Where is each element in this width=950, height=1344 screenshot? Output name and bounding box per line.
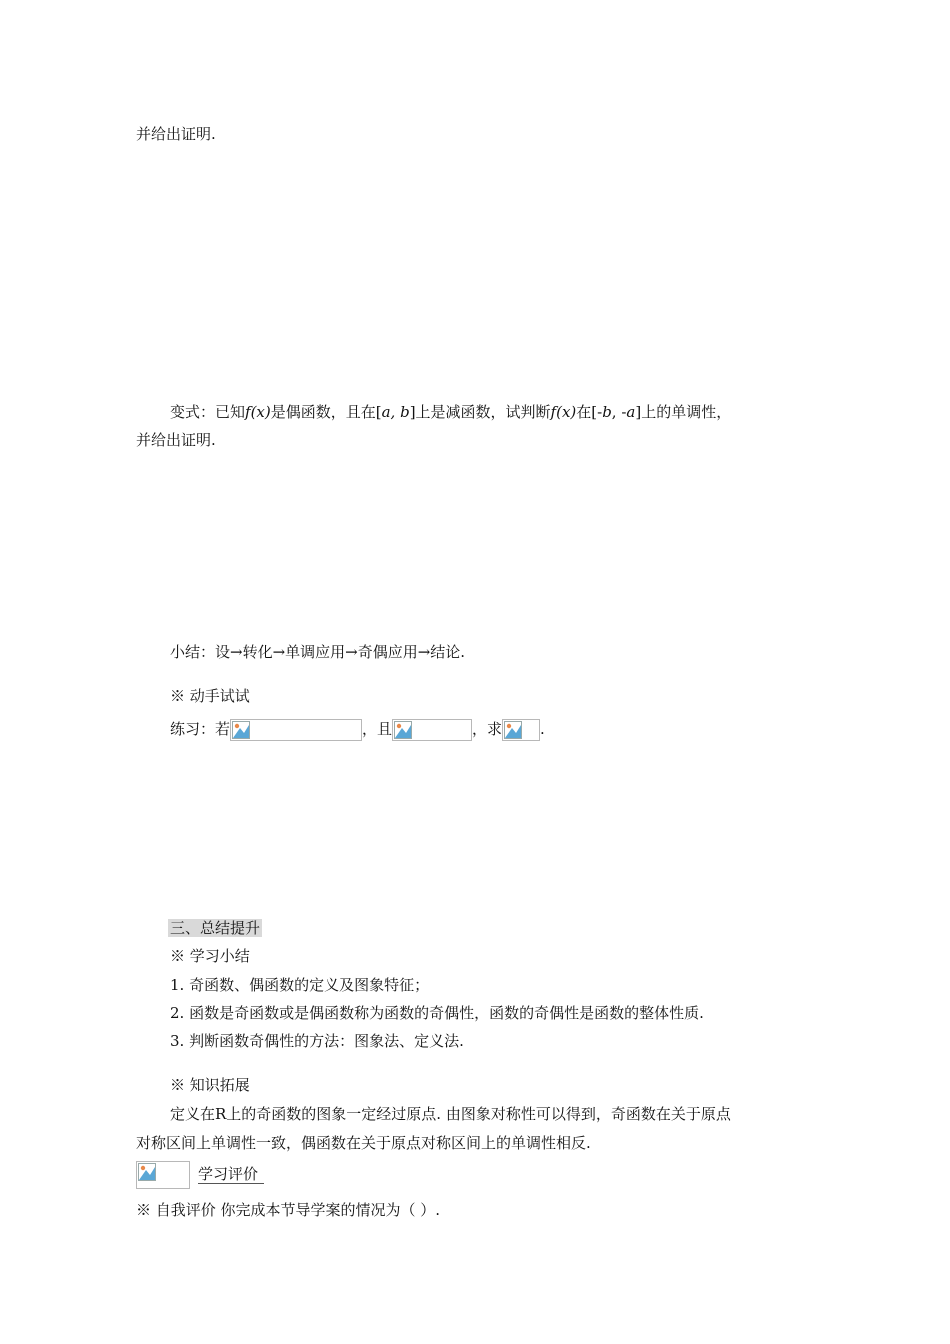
extension-line1: 定义在R上的奇函数的图象一定经过原点. 由图象对称性可以得到，奇函数在关于原点 bbox=[170, 1105, 731, 1123]
formula-image-3 bbox=[502, 719, 540, 741]
broken-image-icon bbox=[232, 721, 250, 739]
try-heading: ※ 动手试试 bbox=[170, 687, 250, 705]
broken-image-icon bbox=[504, 721, 522, 739]
exercise-line: 练习：若 ，且 ，求 . bbox=[170, 716, 545, 742]
summary-item-3: 3. 判断函数奇偶性的方法：图象法、定义法. bbox=[170, 1032, 464, 1050]
evaluation-heading: 学习评价 bbox=[198, 1165, 264, 1184]
function-fx: f(x) bbox=[245, 403, 271, 421]
summary-item-2: 2. 函数是奇函数或是偶函数称为函数的奇偶性，函数的奇偶性是函数的整体性质. bbox=[170, 1004, 704, 1022]
summary-item-1: 1. 奇函数、偶函数的定义及图象特征； bbox=[170, 976, 430, 994]
broken-image-icon bbox=[138, 1163, 156, 1181]
formula-image-1 bbox=[230, 719, 362, 741]
broken-image-icon bbox=[394, 721, 412, 739]
extension-heading: ※ 知识拓展 bbox=[170, 1076, 250, 1094]
section3-title: 三、总结提升 bbox=[170, 919, 261, 937]
top-line: 并给出证明. bbox=[136, 125, 216, 143]
evaluation-heading-row bbox=[136, 1160, 264, 1189]
variant-problem: 变式：已知f(x)是偶函数，且在[a, b]上是减函数，试判断f(x)在[-b, -a]上的单调性， bbox=[170, 403, 732, 421]
study-summary-heading: ※ 学习小结 bbox=[170, 947, 250, 965]
variant-problem-line2: 并给出证明. bbox=[136, 431, 216, 449]
extension-line2: 对称区间上单调性一致，偶函数在关于原点对称区间上的单调性相反. bbox=[136, 1134, 591, 1152]
formula-image-2 bbox=[392, 719, 472, 741]
evaluation-image bbox=[136, 1161, 190, 1189]
summary-line: 小结：设→转化→单调应用→奇偶应用→结论. bbox=[170, 643, 466, 661]
self-evaluation: ※ 自我评价 你完成本节导学案的情况为（ ）. bbox=[136, 1201, 441, 1219]
